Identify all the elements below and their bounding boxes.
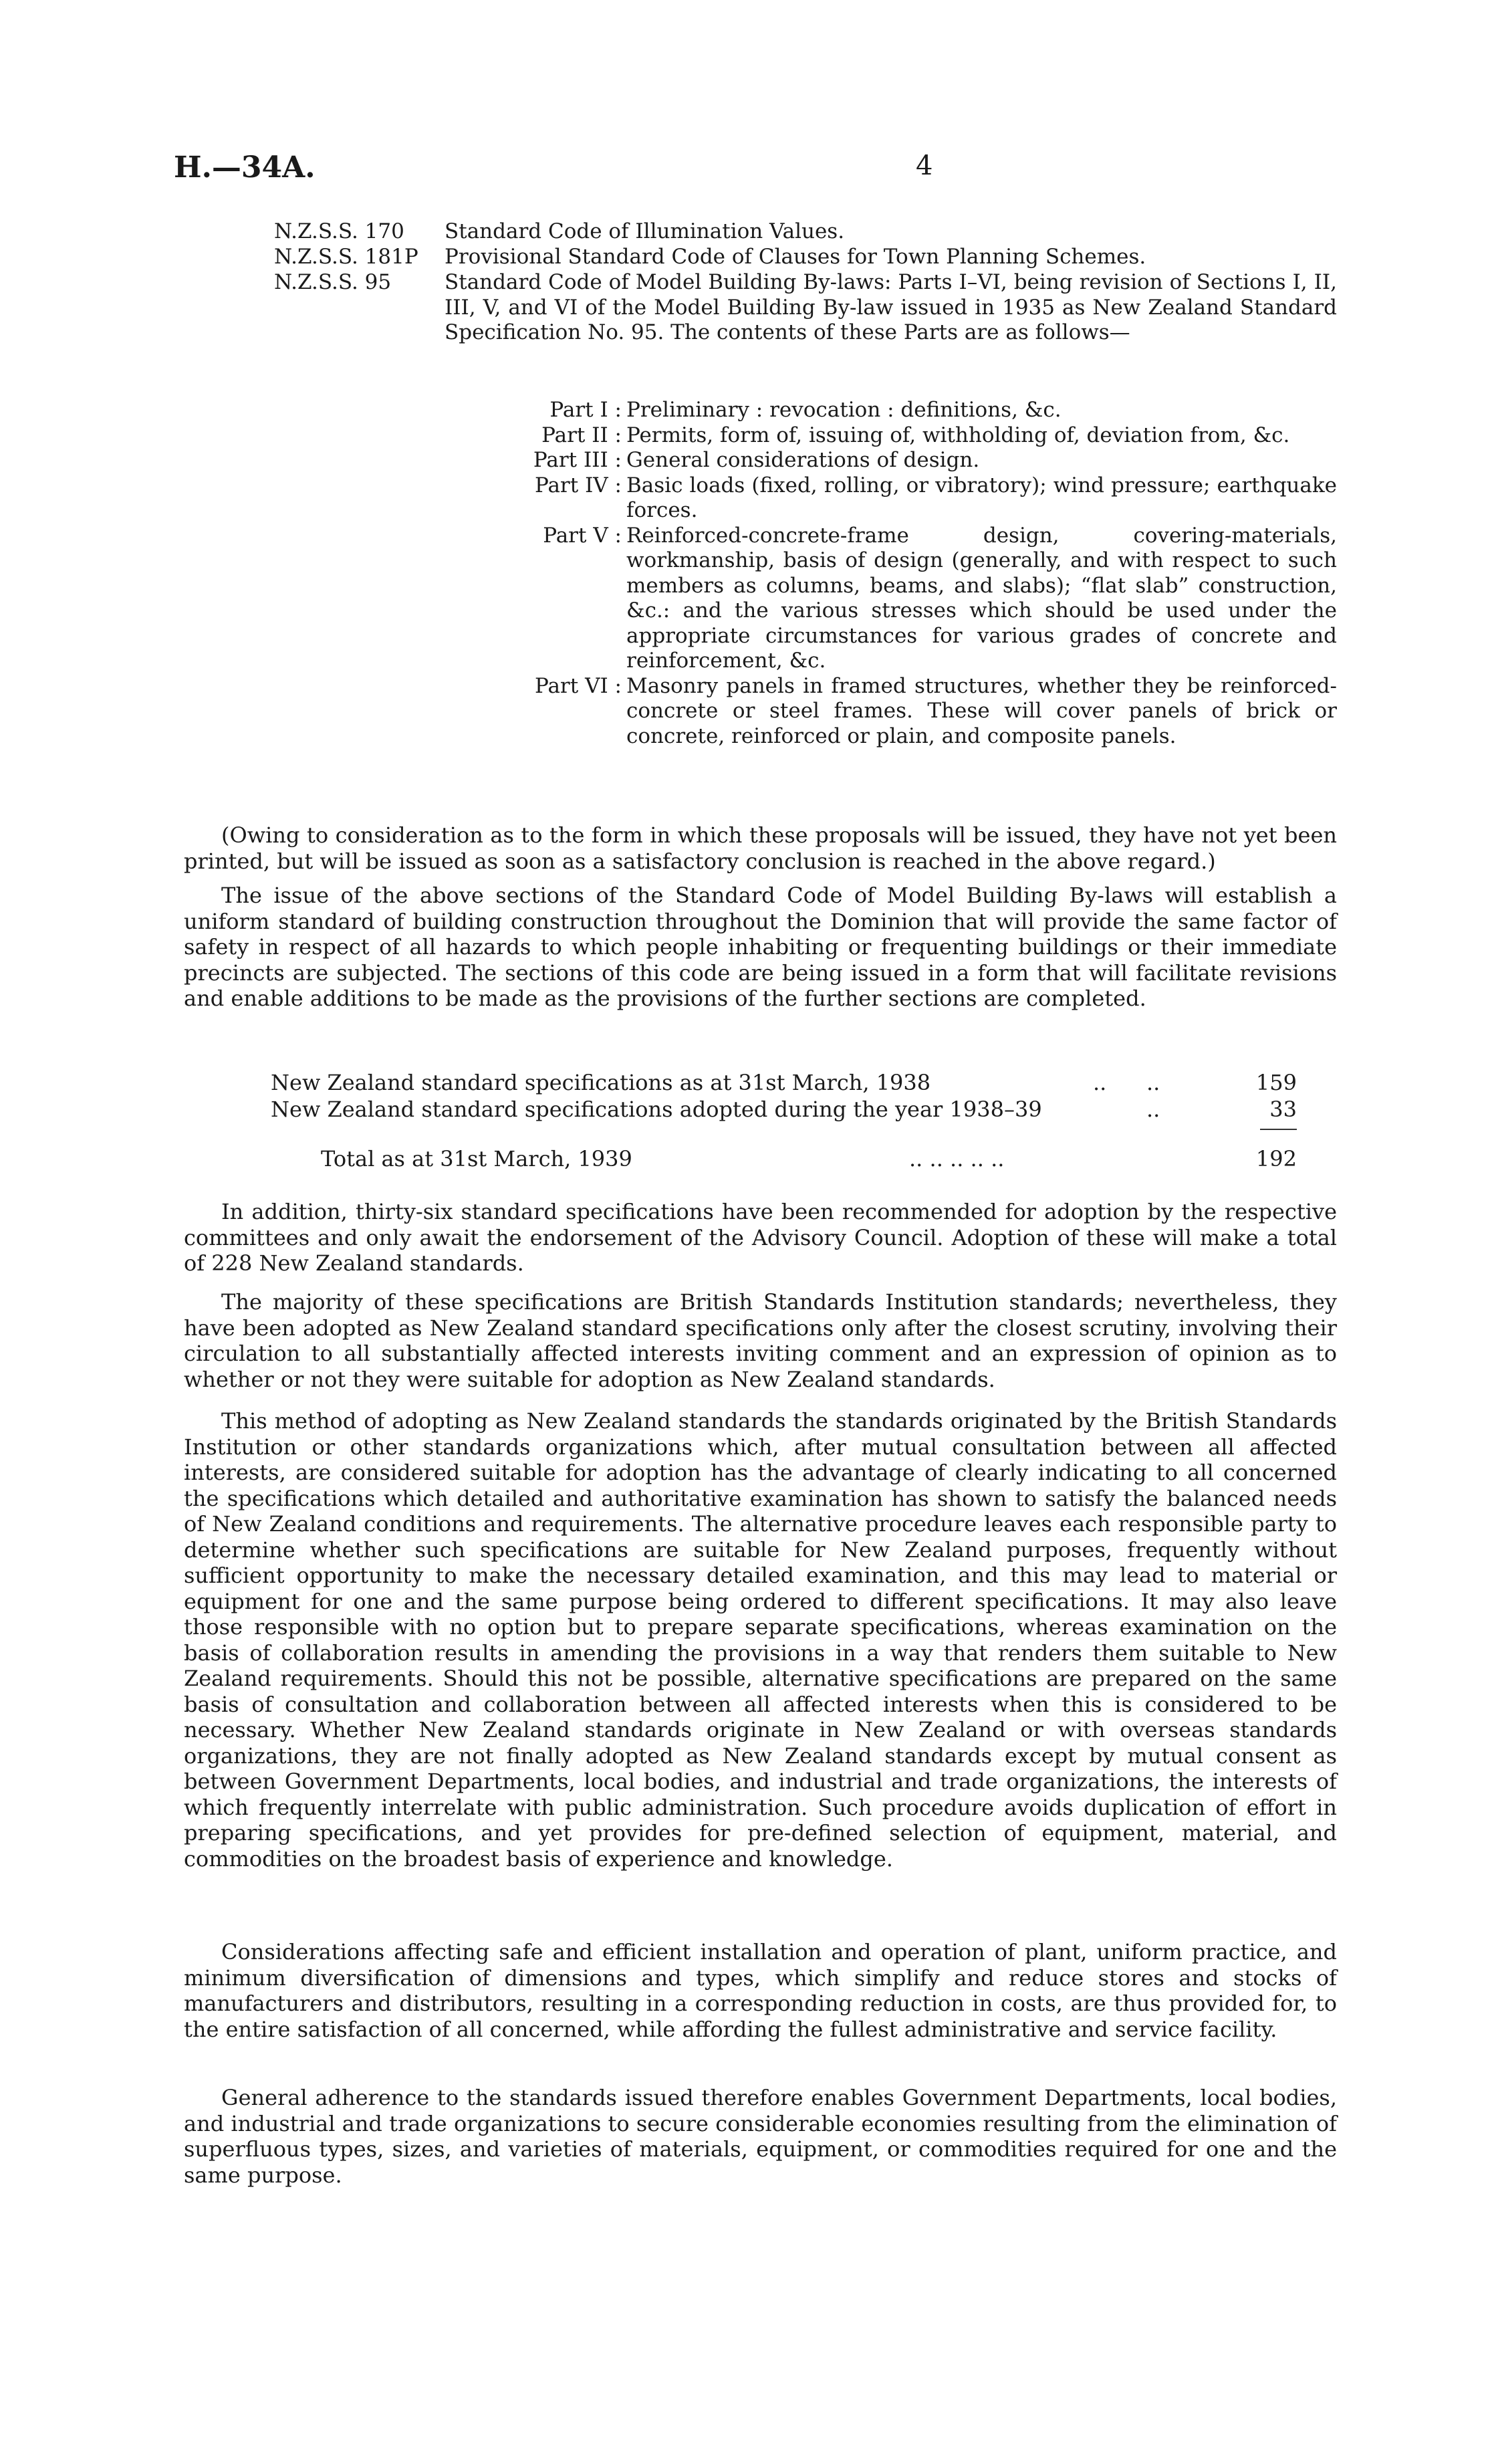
part-item: [488, 448, 1337, 473]
standard-description: Provisional Standard Code of Clauses for Town Planning Schemes.: [445, 245, 1146, 269]
standard-description: Standard Code of Model Building By-laws: Parts I–VI, being revision of Sections I, II, III, V, and VI of the Model Building By-law issued in 1935 as New Zealand Standard Specification No. 95. The contents of these Parts are as follows—: [445, 270, 1337, 344]
paragraph: (Owing to consideration as to the form in which these proposals will be issued, they have not yet been printed, but will be issued as soon as a satisfactory conclusion is reached in the above regard.): [184, 822, 1337, 874]
total-value: 192: [1255, 1146, 1297, 1171]
standard-code: N.Z.S.S. 95: [274, 270, 392, 294]
totals-total-row: [184, 1146, 1337, 1173]
part-label: Part VI :: [534, 673, 622, 698]
totals-row-value: 33: [1269, 1097, 1297, 1122]
leader-dots: ..: [1146, 1070, 1160, 1095]
leader-dots: ..: [1146, 1097, 1160, 1122]
paragraph: This method of adopting as New Zealand standards the standards originated by the British Standards Institution or other standards organizations which, after mutual consultation between all affected interests, are considered suitable for adoption has the advantage of clearly indicating to all concerned the specifications which detailed and authoritative examination has shown to satisfy the balanced needs of New Zealand conditions and requirements. The alternative procedure leaves each responsible party to determine whether such specifications are suitable for New Zealand purposes, frequently without sufficient opportunity to make the necessary detailed examination, and this may lead to material or equipment for one and the same purpose being ordered to different specifications. It may also leave those responsible with no option but to prepare separate specifications, whereas examination on the basis of collaboration results in amending the provisions in a way that renders them suitable to New Zealand requirements. Should this not be possible, alternative specifications are prepared on the same basis of consultation and collaboration between all affected interests when this is considered to be necessary. Whether New Zealand standards originate in New Zealand or with overseas standards organizations, they are not finally adopted as New Zealand standards except by mutual consent as between Government Departments, local bodies, and industrial and trade organizations, the interests of which frequently interrelate with public administration. Such procedure avoids duplication of effort in preparing specifications, and yet provides for pre-defined selection of equipment, material, and commodities on the broadest basis of experience and knowledge.: [184, 1408, 1337, 1872]
page-header: [174, 150, 1330, 191]
part-text: Masonry panels in framed structures, whether they be reinforced-concrete or steel frames. These will cover panels of brick or concrete, reinforced or plain, and composite panels.: [626, 673, 1337, 748]
totals-row: [184, 1070, 1337, 1097]
leader-dots: .. .. .. .. ..: [909, 1146, 1005, 1171]
part-text: General considerations of design.: [626, 448, 980, 472]
part-label: Part IV :: [534, 473, 622, 497]
paragraph: The issue of the above sections of the Standard Code of Model Building By-laws will establish a uniform standard of building construction throughout the Dominion that will provide the same factor of safety in respect of all hazards to which people inhabiting or frequenting buildings or their immediate precincts are subjected. The sections of this code are being issued in a form that will facilitate revisions and enable additions to be made as the provisions of the further sections are completed.: [184, 883, 1337, 1011]
part-text: Reinforced-concrete-frame design, covering-materials, workmanship, basis of design (generally, and with respect to such members as columns, beams, and slabs); “flat slab” construction, &c.: and the various stresses which should be used under the appropriate circumstances for various grades of concrete and reinforcement, &c.: [626, 523, 1337, 673]
part-label: Part V :: [543, 523, 622, 548]
part-item: [488, 473, 1337, 524]
totals-row: [184, 1097, 1337, 1123]
part-item: [488, 398, 1337, 423]
part-label: Part III :: [533, 448, 622, 472]
paragraph: Considerations affecting safe and efficient installation and operation of plant, uniform practice, and minimum diversification of dimensions and types, which simplify and reduce stores and stocks of manufacturers and distributors, resulting in a corresponding reduction in costs, are thus provided for, to the entire satisfaction of all concerned, while affording the fullest administrative and service facility.: [184, 1939, 1337, 2042]
part-item: [488, 524, 1337, 674]
part-text: Preliminary : revocation : definitions, &c.: [626, 398, 1062, 422]
standard-code: N.Z.S.S. 181P: [274, 245, 418, 269]
page-number: 4: [916, 150, 933, 181]
standard-entry: [274, 270, 1337, 346]
standard-entry: [274, 245, 1337, 270]
standard-code: N.Z.S.S. 170: [274, 219, 404, 243]
paragraph: General adherence to the standards issued therefore enables Government Departments, local bodies, and industrial and trade organizations to secure considerable economies resulting from the elimination of superfluous types, sizes, and varieties of materials, equipment, or commodities required for one and the same purpose.: [184, 2085, 1337, 2188]
part-text: Basic loads (fixed, rolling, or vibratory); wind pressure; earthquake forces.: [626, 473, 1337, 522]
parts-list: [488, 398, 1337, 749]
leader-dots: ..: [1093, 1070, 1107, 1095]
totals-table: [184, 1070, 1337, 1173]
total-label: Total as at 31st March, 1939: [321, 1146, 632, 1171]
part-item: [488, 674, 1337, 750]
part-label: Part II :: [541, 423, 622, 447]
standard-description: Standard Code of Illumination Values.: [445, 219, 845, 243]
sum-rule: [1260, 1129, 1297, 1130]
document-reference: H.—34A.: [174, 150, 316, 185]
totals-row-label: New Zealand standard specifications adopted during the year 1938–39: [271, 1097, 1042, 1122]
part-item: [488, 423, 1337, 449]
part-text: Permits, form of, issuing of, withholding of, deviation from, &c.: [626, 423, 1290, 447]
totals-row-label: New Zealand standard specifications as at 31st March, 1938: [271, 1070, 931, 1095]
paragraph: In addition, thirty-six standard specifications have been recommended for adoption by the respective committees and only await the endorsement of the Advisory Council. Adoption of these will make a total of 228 New Zealand standards.: [184, 1199, 1337, 1276]
part-label: Part I :: [549, 398, 622, 422]
paragraph: The majority of these specifications are British Standards Institution standards; nevertheless, they have been adopted as New Zealand standard specifications only after the closest scrutiny, involving their circulation to all substantially affected interests inviting comment and an expression of opinion as to whether or not they were suitable for adoption as New Zealand standards.: [184, 1289, 1337, 1392]
totals-row-value: 159: [1255, 1070, 1297, 1095]
standard-entry: [274, 219, 1337, 245]
